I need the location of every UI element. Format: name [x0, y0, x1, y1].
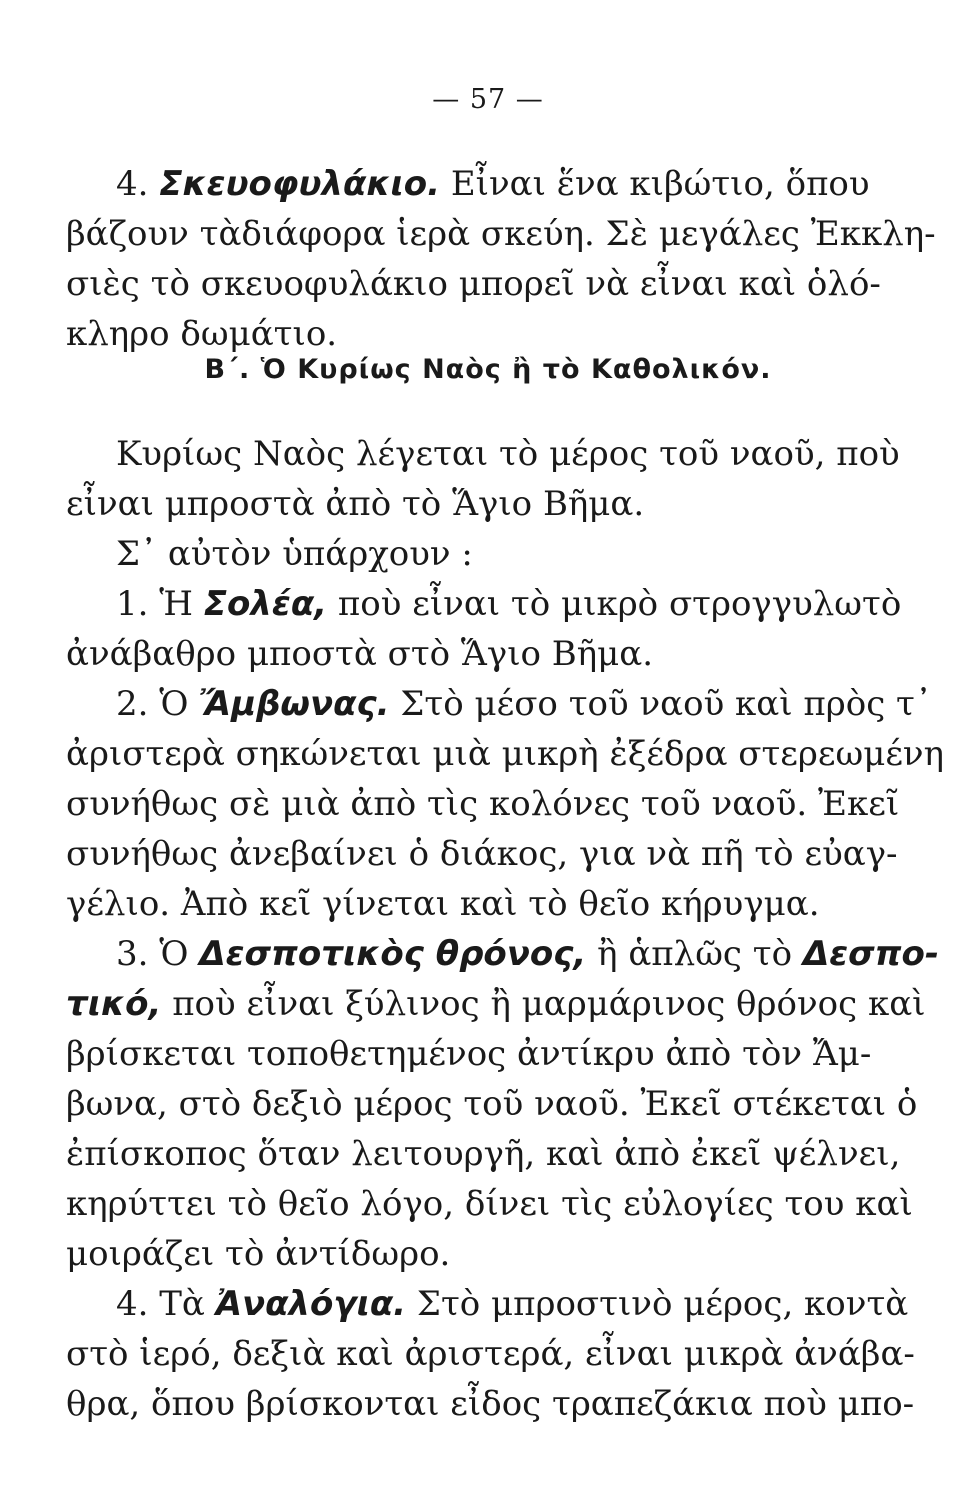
- text-line: βάζουν τὰδιάφορα ἱερὰ σκεύη. Σὲ μεγάλες Ἐκκλη-: [66, 214, 936, 254]
- text-line: ἀριστερὰ σηκώνεται μιὰ μικρὴ ἐξέδρα στερεωμένη: [66, 734, 944, 774]
- text-fragment: ποὺ εἶναι τὸ μικρὸ στρογγυλωτὸ: [337, 584, 902, 624]
- text-line: Σ᾿ αὐτὸν ὑπάρχουν :: [116, 534, 473, 574]
- text-line: στὸ ἱερό, δεξιὰ καὶ ἀριστερά, εἶναι μικρὰ ἀνάβα-: [66, 1334, 915, 1374]
- section-heading: Β΄. Ὁ Κυρίως Ναὸς ἢ τὸ Καθολικόν.: [204, 354, 772, 385]
- text-line: μοιράζει τὸ ἀντίδωρο.: [66, 1234, 451, 1274]
- text-line: ἀνάβαθρο μποστὰ στὸ Ἅγιο Βῆμα.: [66, 634, 654, 674]
- text-line: [116, 934, 939, 974]
- text-line: θρα, ὅπου βρίσκονται εἶδος τραπεζάκια ποὺ μπο-: [66, 1384, 915, 1424]
- term-amvonas: Ἄμβωνας.: [199, 684, 390, 724]
- text-line: συνήθως σὲ μιὰ ἀπὸ τὶς κολόνες τοῦ ναοῦ. Ἐκεῖ: [66, 784, 900, 824]
- text-fragment: Εἶναι ἕνα κιβώτιο, ὅπου: [450, 164, 870, 204]
- page-number: — 57 —: [432, 84, 544, 115]
- text-line: κληρο δωμάτιο.: [66, 314, 338, 354]
- item-number: 1. Ἡ: [116, 584, 193, 624]
- item-number: 4. Τὰ: [116, 1284, 205, 1324]
- text-line: [116, 584, 902, 624]
- text-line: σιὲς τὸ σκευοφυλάκιο μπορεῖ νὰ εἶναι καὶ ὁλό-: [66, 264, 881, 304]
- term-solea: Σολέα,: [203, 584, 328, 624]
- text-line: Κυρίως Ναὸς λέγεται τὸ μέρος τοῦ ναοῦ, ποὺ: [116, 434, 900, 474]
- text-line: συνήθως ἀνεβαίνει ὁ διάκος, για νὰ πῆ τὸ εὐαγ-: [66, 834, 898, 874]
- term-skeuophylakio: Σκευοφυλάκιο.: [159, 164, 440, 204]
- text-line: [116, 1284, 909, 1324]
- text-fragment: ποὺ εἶναι ξύλινος ἢ μαρμάρινος θρόνος καὶ: [172, 984, 926, 1024]
- text-line: βωνα, στὸ δεξιὸ μέρος τοῦ ναοῦ. Ἐκεῖ στέκεται ὁ: [66, 1084, 918, 1124]
- text-line: [116, 684, 932, 724]
- term-despotiko: Δεσπο-: [802, 934, 939, 974]
- term-analogia: Ἀναλόγια.: [215, 1284, 407, 1324]
- item-number: 4.: [116, 164, 149, 204]
- text-line: ἐπίσκοπος ὅταν λειτουργῆ, καὶ ἀπὸ ἐκεῖ ψέλνει,: [66, 1134, 901, 1174]
- text-line: [116, 164, 870, 204]
- item-number: 3. Ὁ: [116, 934, 189, 974]
- term-despotikos-thronos: Δεσποτικὸς θρόνος,: [199, 934, 587, 974]
- text-fragment: ἢ ἁπλῶς τὸ: [597, 934, 793, 974]
- text-line: βρίσκεται τοποθετημένος ἀντίκρυ ἀπὸ τὸν Ἄμ-: [66, 1034, 872, 1074]
- item-number: 2. Ὁ: [116, 684, 189, 724]
- text-line: [66, 984, 926, 1024]
- text-fragment: Στὸ μπροστινὸ μέρος, κοντὰ: [416, 1284, 909, 1324]
- term-despotiko-cont: τικό,: [66, 984, 162, 1024]
- text-line: κηρύττει τὸ θεῖο λόγο, δίνει τὶς εὐλογίες του καὶ: [66, 1184, 913, 1224]
- text-line: εἶναι μπροστὰ ἀπὸ τὸ Ἅγιο Βῆμα.: [66, 484, 645, 524]
- text-fragment: Στὸ μέσο τοῦ ναοῦ καὶ πρὸς τ᾿: [400, 684, 932, 724]
- text-line: γέλιο. Ἀπὸ κεῖ γίνεται καὶ τὸ θεῖο κήρυγμα.: [66, 884, 820, 924]
